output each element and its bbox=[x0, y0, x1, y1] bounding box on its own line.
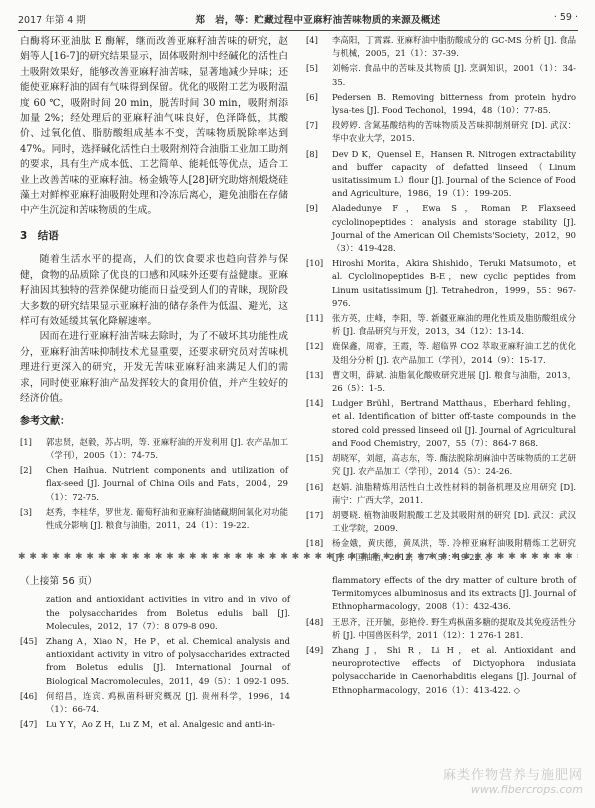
reference-item bbox=[306, 397, 576, 450]
reference-text: 杨金娥，黄庆德，黄凤洪，等. 冷榨亚麻籽油吸附精炼工艺研究 [J]. 中国油脂，2012，37（5）：19-22. ◇ bbox=[332, 538, 576, 562]
watermark-url: www.fibercrops.com bbox=[470, 783, 583, 796]
reference-number: [8] bbox=[306, 148, 318, 159]
reference-text: 张方英，庄峰，李阳，等. 新疆亚麻油的理化性质及脂肪酸组成分析 [J]. 食品研究与开发，2013，34（12）：13-14. bbox=[332, 313, 576, 337]
reference-text: 郭忠贤，赵毅，苏占明，等. 亚麻籽油的开发利用 [J]. 农产品加工（学刊），2005（1）：74-75. bbox=[46, 436, 288, 460]
reference-number bbox=[20, 593, 46, 633]
reference-item bbox=[306, 574, 576, 614]
reference-item bbox=[20, 464, 288, 504]
reference-item bbox=[306, 119, 576, 145]
left-column bbox=[20, 34, 288, 534]
page-number: · 59 · bbox=[553, 12, 578, 23]
bottom-left-column bbox=[20, 574, 290, 733]
reference-item bbox=[20, 635, 290, 688]
reference-item bbox=[306, 257, 576, 310]
reference-item bbox=[20, 436, 288, 462]
reference-text: Dev D K，Quensel E，Hansen R. Nitrogen extractability and buffer capacity of defatted linseed（Linum usitatissimum L）flour [J]. Journal of the Science of Food and Agriculture，1986，19（1）：199-205. bbox=[332, 148, 576, 199]
reference-text: Zhang J，Shi R，Li H，et al. Antioxidant and neuroprotective effects of Dictyophora indusiata polysaccharide in Caenorhabditis elegans [J]. Journal of Ethnopharmacology，2016（1）：413-422. ◇ bbox=[332, 645, 576, 695]
reference-text: Aladedunye F，Ewa S，Roman P. Flaxseed cyclolinopeptides：analysis and storage stability [J]. Journal of the American Oil Chemists'Society，2012，90（3）：419-428. bbox=[332, 203, 576, 254]
reference-number: [18] bbox=[306, 538, 324, 549]
reference-number: [45] bbox=[20, 636, 38, 647]
reference-text: 赵秀，李桂华，罗世龙. 葡萄籽油和亚麻籽油储藏期间氧化对功能性成分影响 [J]. 粮食与油脂，2011，24（1）：19-22. bbox=[46, 506, 288, 530]
watermark-name: 麻类作物营养与施肥网 bbox=[442, 768, 583, 783]
reference-number: [5] bbox=[306, 63, 318, 74]
reference-text: Pedersen B. Removing bitterness from protein hydro lysa-tes [J]. Food Techonol，1994，48（10）：77-85. bbox=[332, 91, 576, 116]
reference-number: [7] bbox=[306, 120, 318, 131]
reference-number: [1] bbox=[20, 436, 32, 447]
reference-item bbox=[306, 452, 576, 478]
body-paragraph-1: 白酶将环亚油肽 E 酶解，继而改善亚麻籽油苦味的研究，赵娟等人[16-7]的研究结果显示，固体吸附剂中经碱化的活性白土吸附效果好，能够改善亚麻籽油苦味，显著地减少异味；还能使亚麻籽油的固有气味得到保留。优化的吸附工艺为吸附温度 60 ℃，吸附时间 20 min，脱苦时间 30 min，吸附剂添加量 2%；经处理后的亚麻籽油气味良好，色泽降低，其酸价、过氧化值、脂肪酸组成基本不变，苦味物质脱除率达到 47%。同时，选择碱化活性白土吸附剂符合油脂工业加工助剂的要求，具有生产成本低、工艺简单、能耗低等优点，适合工业上改善苦味的亚麻籽油。杨金娥等人[28]研究助熔剂煅烧硅藻土对鲜榨亚麻籽油吸附处理和冷冻后离心，避免油脂在存储中产生沉淀和苦味物质的生成。 bbox=[20, 36, 288, 217]
reference-item bbox=[306, 616, 576, 642]
reference-text: 李高阳，丁霄霖. 亚麻籽油中脂肪酸成分的 GC-MS 分析 [J]. 食品与机械，2005，21（1）：37-39. bbox=[332, 35, 576, 59]
reference-text: Chen Haihua. Nutrient components and utilization of flax-seed [J]. Journal of China Oils and Fats，2004，29（1）：72-75. bbox=[46, 465, 288, 502]
reference-text: Hiroshi Morita，Akira Shishido，Teruki Matsumoto，et al. Cyclolinopeptides B-E，new cyclic peptides from Linum usitatissimum [J]. Tetrahedron，1999，55：967-976. bbox=[332, 258, 576, 308]
reference-item bbox=[306, 34, 576, 60]
reference-text: 胡婴晓. 植物油吸附脱酸工艺及其吸附剂的研究 [D]. 武汉：武汉工业学院，2009. bbox=[332, 509, 576, 534]
reference-text: 鹿保鑫，周睿，王霞，等. 超临界 CO2 萃取亚麻籽油工艺的优化及组分分析 [J]. 农产品加工（学刊），2014（9）：15-17. bbox=[332, 341, 576, 365]
reference-text: 胡晓军，刘超，高志东，等. 酶法脱除胡麻油中苦味物质的工艺研究 [J]. 农产品加工（学刊），2014（5）：24-26. bbox=[332, 453, 576, 477]
reference-text: 王思齐，汪开毓，彭艳伶. 野生鸡枞菌多糖的提取及其免疫活性分析 [J]. 中国兽医科学，2011（12）：1 276-1 281. bbox=[332, 616, 576, 640]
reference-number: [9] bbox=[306, 203, 318, 214]
reference-item bbox=[306, 481, 576, 507]
reference-number: [11] bbox=[306, 313, 324, 324]
reference-text: 刘畅宗. 食品中的苦味及其物质 [J]. 烹调知识，2001（1）：34-35. bbox=[332, 63, 576, 87]
site-watermark bbox=[443, 764, 583, 796]
issue-label: 2017 年第 4 期 bbox=[18, 15, 86, 26]
continued-label: （上接第 56 页） bbox=[20, 576, 98, 587]
reference-text: 赵娟. 油脂精炼用活性白土改性材料的制备机理及应用研究 [D]. 南宁：广西大学，2011. bbox=[332, 481, 576, 505]
reference-item bbox=[20, 506, 288, 532]
reference-number: [12] bbox=[306, 341, 324, 352]
reference-item bbox=[306, 312, 576, 338]
reference-item bbox=[306, 509, 576, 535]
reference-item bbox=[20, 593, 290, 633]
reference-number: [14] bbox=[306, 398, 324, 409]
reference-item bbox=[20, 690, 290, 716]
reference-number: [46] bbox=[20, 690, 38, 701]
section-title: 3 结语 bbox=[20, 229, 59, 242]
reference-item bbox=[306, 644, 576, 697]
reference-number: [10] bbox=[306, 258, 324, 269]
reference-number: [49] bbox=[306, 645, 324, 656]
reference-text: Ludger Brühl，Bertrand Matthaus，Eberhard fehling，et al. Identification of bitter off-taste compounds in the stored cold pressed linseed oil [J]. Journal of Agricultural and Food Chemistry，2007，55（7）：864-7 868. bbox=[332, 398, 576, 448]
reference-text: 何绍昌，连宾. 鸡枞菌科研究概况 [J]. 贵州科学，1996，14（1）：66-74. bbox=[46, 690, 290, 715]
reference-number: [16] bbox=[306, 481, 324, 492]
reference-number: [2] bbox=[20, 465, 32, 476]
reference-text: zation and antioxidant activities in vitro and in vivo of the polysaccharides from Boletus edulis ball [J]. Molecules，2012，17（7）：8 079-8 090. bbox=[46, 594, 290, 631]
reference-text: Zhang A，Xiao N，He P，et al. Chemical analysis and antioxidant activity in vitro of polysaccharides extracted from Boletus edulis [J]. International Journal of Biological Macromolecules，2011，49（5）：1 092-1 095. bbox=[46, 636, 290, 686]
reference-item bbox=[306, 91, 576, 117]
reference-number: [48] bbox=[306, 616, 324, 627]
section-divider bbox=[18, 552, 578, 564]
reference-item bbox=[306, 340, 576, 366]
reference-number: [3] bbox=[20, 506, 32, 517]
reference-number bbox=[306, 574, 332, 614]
reference-number: [17] bbox=[306, 509, 324, 520]
reference-number: [6] bbox=[306, 91, 318, 102]
reference-item bbox=[20, 718, 290, 731]
body-paragraph-3: 因而在进行亚麻籽油苦味去除时，为了不破坏其功能性成分，亚麻籽油苦味抑制技术尤显重要，还要求研究员对苦味机理进行更深入的研究，开发无苦味亚麻籽油来满足人们的需求，同时使亚麻籽油产品发挥较大的食用价值，并产生较好的经济价值。 bbox=[20, 331, 288, 404]
reference-text: Lu Y Y，Ao Z H，Lu Z M，et al. Analgesic and anti-in- bbox=[46, 719, 275, 730]
reference-item bbox=[306, 62, 576, 88]
reference-number: [13] bbox=[306, 369, 324, 380]
reference-text: 曹文明，薛斌. 油脂氧化酸败研究进展 [J]. 粮食与油脂，2013，26（5）：1-5. bbox=[332, 369, 576, 394]
reference-number: [4] bbox=[306, 35, 318, 45]
reference-number: [47] bbox=[20, 719, 38, 730]
reference-item bbox=[306, 148, 576, 201]
references-title: 参考文献： bbox=[20, 416, 70, 428]
reference-number: [15] bbox=[306, 453, 324, 464]
page-header bbox=[18, 12, 578, 28]
running-title: 郑 岩，等：贮藏过程中亚麻籽油苦味物质的来源及概述 bbox=[195, 15, 441, 26]
right-column bbox=[306, 34, 576, 566]
bottom-right-column bbox=[306, 574, 576, 699]
reference-text: 段婷婷. 含氮基酸结构的苦味物质及苦味抑制剂研究 [D]. 武汉：华中农业大学，2015. bbox=[332, 120, 576, 144]
header-rule bbox=[18, 30, 578, 31]
reference-item bbox=[306, 369, 576, 395]
body-paragraph-2: 随着生活水平的提高，人们的饮食要求也趋向营养与保健，食物的品质除了优良的口感和风味外还要有益健康。亚麻籽油因其独特的营养保健功能而日益受到人们的青睐，现阶段大多数的研究结果显示亚麻籽油的储存条件为低温、避光，这样可有效延缓其氧化降解速率。 bbox=[20, 254, 288, 327]
reference-text: flammatory effects of the dry matter of culture broth of Termitomyces albuminosus and its extracts [J]. Journal of Ethnopharmacology，2008（1）：432-436. bbox=[332, 575, 576, 612]
reference-item bbox=[306, 202, 576, 255]
